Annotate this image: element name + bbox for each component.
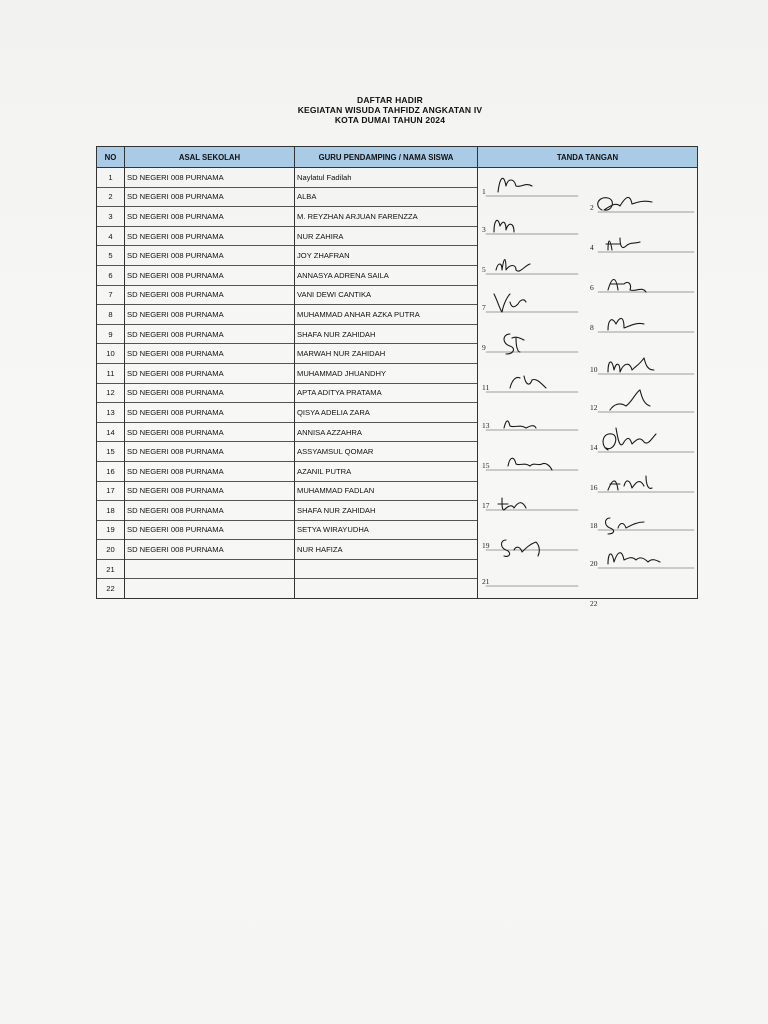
cell-name: NUR ZAHIRA bbox=[295, 226, 478, 246]
cell-school: SD NEGERI 008 PURNAMA bbox=[125, 442, 295, 462]
signature-number: 3 bbox=[482, 225, 486, 234]
cell-signature bbox=[478, 501, 698, 521]
cell-name: ALBA bbox=[295, 187, 478, 207]
table-row bbox=[97, 168, 698, 188]
table-row bbox=[97, 579, 698, 599]
cell-signature bbox=[478, 403, 698, 423]
cell-signature bbox=[478, 520, 698, 540]
document-title bbox=[200, 95, 580, 125]
cell-no: 5 bbox=[97, 246, 125, 266]
table-header-row bbox=[97, 147, 698, 168]
cell-signature bbox=[478, 422, 698, 442]
cell-no: 20 bbox=[97, 540, 125, 560]
table-row bbox=[97, 324, 698, 344]
cell-school: SD NEGERI 008 PURNAMA bbox=[125, 246, 295, 266]
cell-signature bbox=[478, 187, 698, 207]
cell-name: MARWAH NUR ZAHIDAH bbox=[295, 344, 478, 364]
cell-name: MUHAMMAD FADLAN bbox=[295, 481, 478, 501]
cell-school: SD NEGERI 008 PURNAMA bbox=[125, 344, 295, 364]
cell-school: SD NEGERI 008 PURNAMA bbox=[125, 520, 295, 540]
cell-no: 8 bbox=[97, 305, 125, 325]
cell-name: MUHAMMAD ANHAR AZKA PUTRA bbox=[295, 305, 478, 325]
signature-number: 20 bbox=[590, 559, 598, 568]
cell-signature bbox=[478, 207, 698, 227]
cell-no: 2 bbox=[97, 187, 125, 207]
signature-number: 14 bbox=[590, 443, 598, 452]
cell-name: SETYA WIRAYUDHA bbox=[295, 520, 478, 540]
cell-no: 4 bbox=[97, 226, 125, 246]
table-row bbox=[97, 226, 698, 246]
cell-signature bbox=[478, 481, 698, 501]
cell-no: 1 bbox=[97, 168, 125, 188]
cell-school: SD NEGERI 008 PURNAMA bbox=[125, 187, 295, 207]
cell-name: Naylatul Fadilah bbox=[295, 168, 478, 188]
cell-no: 16 bbox=[97, 461, 125, 481]
signature-number: 4 bbox=[590, 243, 594, 252]
cell-name bbox=[295, 579, 478, 599]
cell-no: 12 bbox=[97, 383, 125, 403]
cell-no: 3 bbox=[97, 207, 125, 227]
cell-signature bbox=[478, 579, 698, 599]
header-signature: TANDA TANGAN bbox=[478, 147, 698, 168]
cell-school bbox=[125, 579, 295, 599]
cell-school: SD NEGERI 008 PURNAMA bbox=[125, 422, 295, 442]
cell-name: M. REYZHAN ARJUAN FARENZZA bbox=[295, 207, 478, 227]
cell-signature bbox=[478, 305, 698, 325]
table-row bbox=[97, 520, 698, 540]
table-row bbox=[97, 207, 698, 227]
table-row bbox=[97, 285, 698, 305]
cell-no: 11 bbox=[97, 363, 125, 383]
cell-no: 21 bbox=[97, 559, 125, 579]
header-no: NO bbox=[97, 147, 125, 168]
cell-school: SD NEGERI 008 PURNAMA bbox=[125, 403, 295, 423]
cell-signature bbox=[478, 540, 698, 560]
signature-number: 10 bbox=[590, 365, 598, 374]
cell-school: SD NEGERI 008 PURNAMA bbox=[125, 207, 295, 227]
cell-no: 9 bbox=[97, 324, 125, 344]
cell-school: SD NEGERI 008 PURNAMA bbox=[125, 501, 295, 521]
header-school: ASAL SEKOLAH bbox=[125, 147, 295, 168]
cell-no: 19 bbox=[97, 520, 125, 540]
cell-no: 10 bbox=[97, 344, 125, 364]
signature-number: 1 bbox=[482, 187, 486, 196]
cell-school: SD NEGERI 008 PURNAMA bbox=[125, 383, 295, 403]
cell-school: SD NEGERI 008 PURNAMA bbox=[125, 481, 295, 501]
title-line-3: KOTA DUMAI TAHUN 2024 bbox=[334, 115, 446, 125]
cell-school: SD NEGERI 008 PURNAMA bbox=[125, 168, 295, 188]
table-row bbox=[97, 540, 698, 560]
cell-no: 15 bbox=[97, 442, 125, 462]
cell-name: APTA ADITYA PRATAMA bbox=[295, 383, 478, 403]
cell-signature bbox=[478, 265, 698, 285]
table-row bbox=[97, 187, 698, 207]
cell-signature bbox=[478, 559, 698, 579]
cell-signature bbox=[478, 246, 698, 266]
cell-no: 22 bbox=[97, 579, 125, 599]
table-row bbox=[97, 559, 698, 579]
signature-number: 17 bbox=[482, 501, 490, 510]
signature-number: 9 bbox=[482, 343, 486, 352]
table-row bbox=[97, 363, 698, 383]
cell-school: SD NEGERI 008 PURNAMA bbox=[125, 226, 295, 246]
table-row bbox=[97, 383, 698, 403]
cell-name: ANNASYA ADRENA SAILA bbox=[295, 265, 478, 285]
cell-signature bbox=[478, 442, 698, 462]
cell-name: SHAFA NUR ZAHIDAH bbox=[295, 501, 478, 521]
cell-school: SD NEGERI 008 PURNAMA bbox=[125, 324, 295, 344]
signature-number: 16 bbox=[590, 483, 598, 492]
table-row bbox=[97, 461, 698, 481]
cell-name: ANNISA AZZAHRA bbox=[295, 422, 478, 442]
signature-number: 5 bbox=[482, 265, 486, 274]
cell-name: JOY ZHAFRAN bbox=[295, 246, 478, 266]
cell-signature bbox=[478, 363, 698, 383]
header-name: GURU PENDAMPING / NAMA SISWA bbox=[295, 147, 478, 168]
title-line-1: DAFTAR HADIR bbox=[357, 95, 423, 105]
attendance-table bbox=[96, 146, 698, 599]
cell-school: SD NEGERI 008 PURNAMA bbox=[125, 305, 295, 325]
signature-number: 22 bbox=[590, 599, 598, 608]
signature-number: 6 bbox=[590, 283, 594, 292]
cell-signature bbox=[478, 324, 698, 344]
cell-no: 18 bbox=[97, 501, 125, 521]
title-line-2: KEGIATAN WISUDA TAHFIDZ ANGKATAN IV bbox=[297, 105, 483, 115]
cell-school: SD NEGERI 008 PURNAMA bbox=[125, 540, 295, 560]
cell-no: 14 bbox=[97, 422, 125, 442]
signature-number: 18 bbox=[590, 521, 598, 530]
cell-name: QISYA ADELIA ZARA bbox=[295, 403, 478, 423]
cell-school: SD NEGERI 008 PURNAMA bbox=[125, 461, 295, 481]
signature-number: 12 bbox=[590, 403, 598, 412]
table-row bbox=[97, 305, 698, 325]
signature-number: 13 bbox=[482, 421, 490, 430]
cell-name: VANI DEWI CANTIKA bbox=[295, 285, 478, 305]
cell-name: SHAFA NUR ZAHIDAH bbox=[295, 324, 478, 344]
signature-number: 11 bbox=[482, 383, 490, 392]
cell-school bbox=[125, 559, 295, 579]
cell-signature bbox=[478, 285, 698, 305]
table-row bbox=[97, 265, 698, 285]
signature-number: 15 bbox=[482, 461, 490, 470]
cell-name bbox=[295, 559, 478, 579]
signature-number: 19 bbox=[482, 541, 490, 550]
table-row bbox=[97, 246, 698, 266]
cell-school: SD NEGERI 008 PURNAMA bbox=[125, 363, 295, 383]
cell-name: MUHAMMAD JHUANDHY bbox=[295, 363, 478, 383]
table-row bbox=[97, 344, 698, 364]
cell-no: 13 bbox=[97, 403, 125, 423]
cell-signature bbox=[478, 344, 698, 364]
signature-number: 21 bbox=[482, 577, 490, 586]
table-row bbox=[97, 422, 698, 442]
cell-signature bbox=[478, 226, 698, 246]
cell-signature bbox=[478, 168, 698, 188]
signature-number: 2 bbox=[590, 203, 594, 212]
cell-school: SD NEGERI 008 PURNAMA bbox=[125, 265, 295, 285]
cell-no: 6 bbox=[97, 265, 125, 285]
cell-name: AZANIL PUTRA bbox=[295, 461, 478, 481]
cell-no: 17 bbox=[97, 481, 125, 501]
cell-signature bbox=[478, 461, 698, 481]
table-row bbox=[97, 501, 698, 521]
cell-name: NUR HAFIZA bbox=[295, 540, 478, 560]
signature-number: 8 bbox=[590, 323, 594, 332]
cell-name: ASSYAMSUL QOMAR bbox=[295, 442, 478, 462]
table-row bbox=[97, 403, 698, 423]
cell-signature bbox=[478, 383, 698, 403]
signature-number: 7 bbox=[482, 303, 486, 312]
table-row bbox=[97, 442, 698, 462]
cell-school: SD NEGERI 008 PURNAMA bbox=[125, 285, 295, 305]
cell-no: 7 bbox=[97, 285, 125, 305]
table-row bbox=[97, 481, 698, 501]
